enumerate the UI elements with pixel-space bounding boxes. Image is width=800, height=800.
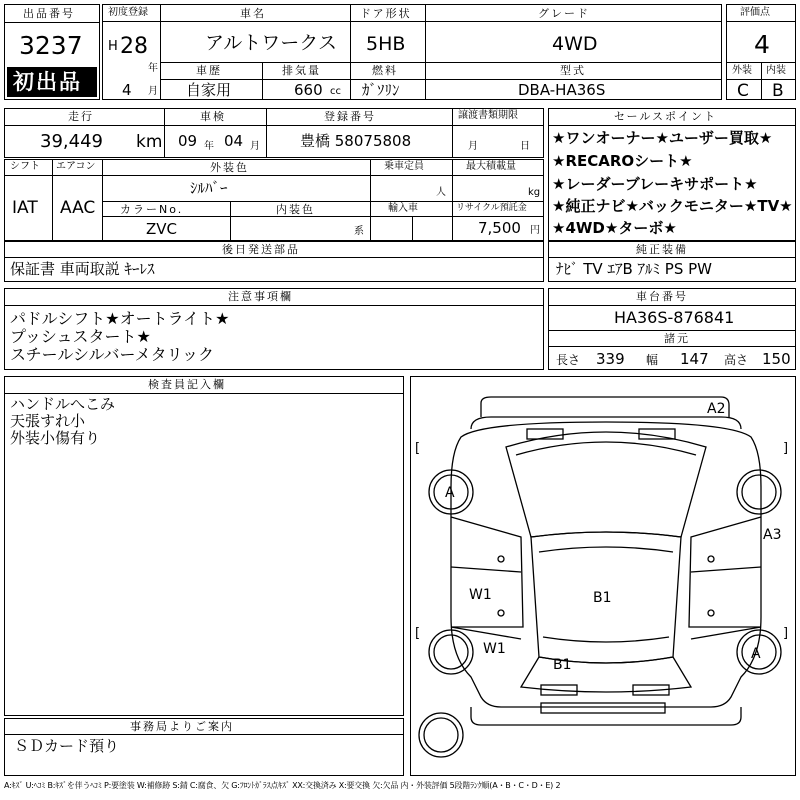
sales-points-label: セールスポイント — [614, 110, 718, 123]
shift-label: シフト — [10, 161, 40, 172]
notes-label: 注意事項欄 — [228, 290, 293, 303]
width-value: 147 — [680, 350, 709, 368]
ac-label: エアコン — [56, 161, 96, 172]
inspection-year-unit: 年 — [204, 141, 214, 152]
era-letter: H — [108, 39, 118, 54]
first-listing-text: 初出品 — [13, 70, 82, 94]
transfer-label: 譲渡書類期限 — [458, 110, 518, 121]
right-bracket: ] — [783, 441, 789, 456]
history-label: 車歴 — [196, 64, 222, 77]
door-value: 5HB — [366, 33, 406, 55]
later-parts-value: 保証書 車両取説 ｷｰﾚｽ — [10, 260, 155, 278]
ac-value: AAC — [60, 198, 96, 218]
chassis-label: 車台番号 — [636, 290, 688, 303]
interior-value: B — [772, 81, 784, 101]
first-reg-month: 4 — [122, 81, 132, 99]
inspection-label: 車検 — [200, 110, 226, 123]
damage-mark: B1 — [593, 590, 612, 606]
color-no-value: ZVC — [146, 220, 178, 238]
mileage-label: 走行 — [68, 110, 94, 123]
height-label: 高さ — [724, 353, 749, 367]
sales-point-line: ★レーダーブレーキサポート★ — [552, 175, 758, 193]
inspector-label: 検査員記入欄 — [148, 378, 226, 391]
sales-point-line: ★RECAROシート★ — [552, 152, 693, 170]
first-reg-year-unit: 年 — [148, 63, 158, 74]
car-name-label: 車名 — [240, 7, 266, 20]
later-parts-label: 後日発送部品 — [222, 243, 300, 256]
damage-mark: W1 — [469, 587, 492, 603]
mileage-unit: km — [136, 132, 163, 152]
note-line: スチールシルバーメタリック — [10, 345, 215, 364]
damage-mark: A — [445, 485, 455, 501]
length-value: 339 — [596, 350, 625, 368]
import-label: 輸入車 — [388, 203, 418, 214]
legend-footer: A:ｷｽﾞ U:ﾍｺﾐ B:ｷｽﾞを伴うﾍｺﾐ P:要塗装 W:補修跡 S:錆 C:腐食、欠 G:ﾌﾛﾝﾄｶﾞﾗｽ点ｷｽﾞ XX:交換済み X:要交換 欠:欠品 内・外装評価 5段階ﾗﾝｸ順(A・B・C・D・E) 2 — [4, 781, 561, 790]
inspection-year: 09 — [178, 132, 198, 150]
damage-mark: B1 — [553, 657, 572, 673]
displacement-value: 660 — [294, 81, 323, 99]
color-no-label: カラーNo. — [120, 203, 184, 216]
recycle-label: リサイクル預託金 — [456, 203, 527, 213]
mileage-value: 39,449 — [40, 131, 103, 152]
sales-point-line: ★純正ナビ★バックモニター★TV★ — [552, 197, 793, 215]
inspector-line: 天張すれ小 — [10, 412, 86, 430]
length-label: 長さ — [556, 353, 581, 367]
damage-mark: A3 — [763, 527, 782, 543]
interior-label: 内装 — [766, 65, 786, 76]
exterior-value: C — [737, 81, 749, 101]
width-label: 幅 — [646, 353, 659, 367]
office-value: ＳＤカード預り — [14, 737, 120, 755]
displacement-unit: cc — [330, 86, 341, 97]
max-load-unit: kg — [528, 187, 541, 198]
height-value: 150 — [762, 350, 791, 368]
lot-number-box — [4, 4, 100, 100]
first-reg-month-unit: 月 — [148, 86, 158, 97]
max-load-label: 最大積載量 — [466, 161, 516, 172]
note-line: プッシュスタート★ — [10, 327, 151, 346]
left-bracket: [ — [415, 441, 421, 456]
inspection-month: 04 — [224, 132, 244, 150]
recycle-value: 7,500 — [478, 219, 521, 237]
interior-color-unit: 系 — [354, 226, 364, 237]
equipment-value: ﾅﾋﾞ TV ｴｱB ｱﾙﾐ PS PW — [556, 260, 712, 278]
score-value: 4 — [754, 30, 770, 59]
displacement-label: 排気量 — [282, 64, 321, 77]
model-label: 型式 — [560, 64, 586, 77]
model-value: DBA-HA36S — [518, 81, 606, 99]
fuel-value: ｶﾞｿﾘﾝ — [362, 81, 400, 99]
transfer-day-unit: 日 — [520, 141, 530, 152]
lot-number-label: 出品番号 — [23, 7, 75, 20]
door-label: ドア形状 — [360, 7, 412, 20]
interior-color-label: 内装色 — [276, 203, 315, 216]
chassis-value: HA36S-876841 — [614, 308, 735, 327]
inspector-line: ハンドルへこみ — [10, 395, 116, 413]
dims-label: 諸元 — [664, 332, 690, 345]
inspection-month-unit: 月 — [250, 141, 260, 152]
score-label: 評価点 — [740, 7, 770, 18]
car-name: アルトワークス — [205, 32, 338, 54]
first-reg-label: 初度登録 — [108, 7, 148, 18]
office-label: 事務局よりご案内 — [130, 720, 234, 733]
damage-mark: A — [751, 646, 761, 662]
shift-value: IAT — [12, 198, 38, 218]
grade-value: 4WD — [552, 33, 598, 55]
inspector-line: 外装小傷有り — [10, 429, 101, 447]
damage-mark: W1 — [483, 641, 506, 657]
sales-point-line: ★ワンオーナー★ユーザー買取★ — [552, 129, 773, 147]
equipment-label: 純正装備 — [636, 243, 688, 256]
lot-number: 3237 — [19, 31, 83, 60]
note-line: パドルシフト★オートライト★ — [10, 309, 230, 328]
left-bracket: [ — [415, 626, 421, 641]
exterior-label: 外装 — [732, 65, 752, 76]
recycle-unit: 円 — [530, 225, 540, 236]
first-reg-year: 28 — [120, 34, 148, 59]
history-value: 自家用 — [186, 81, 232, 99]
registration-label: 登録番号 — [324, 110, 376, 123]
right-bracket: ] — [783, 626, 789, 641]
grade-label: グレード — [538, 7, 590, 20]
damage-mark: A2 — [707, 401, 726, 417]
exterior-color-value: ｼﾙﾊﾞｰ — [190, 179, 228, 197]
capacity-label: 乗車定員 — [384, 161, 424, 172]
exterior-color-label: 外装色 — [210, 161, 249, 174]
car-diagram-box — [410, 376, 796, 776]
capacity-unit: 人 — [436, 187, 446, 198]
registration-value: 豊橋 58075808 — [300, 132, 412, 150]
car-diagram — [411, 377, 795, 775]
transfer-month-unit: 月 — [468, 141, 478, 152]
fuel-label: 燃料 — [372, 64, 398, 77]
sales-point-line: ★4WD★ターボ★ — [552, 219, 677, 237]
